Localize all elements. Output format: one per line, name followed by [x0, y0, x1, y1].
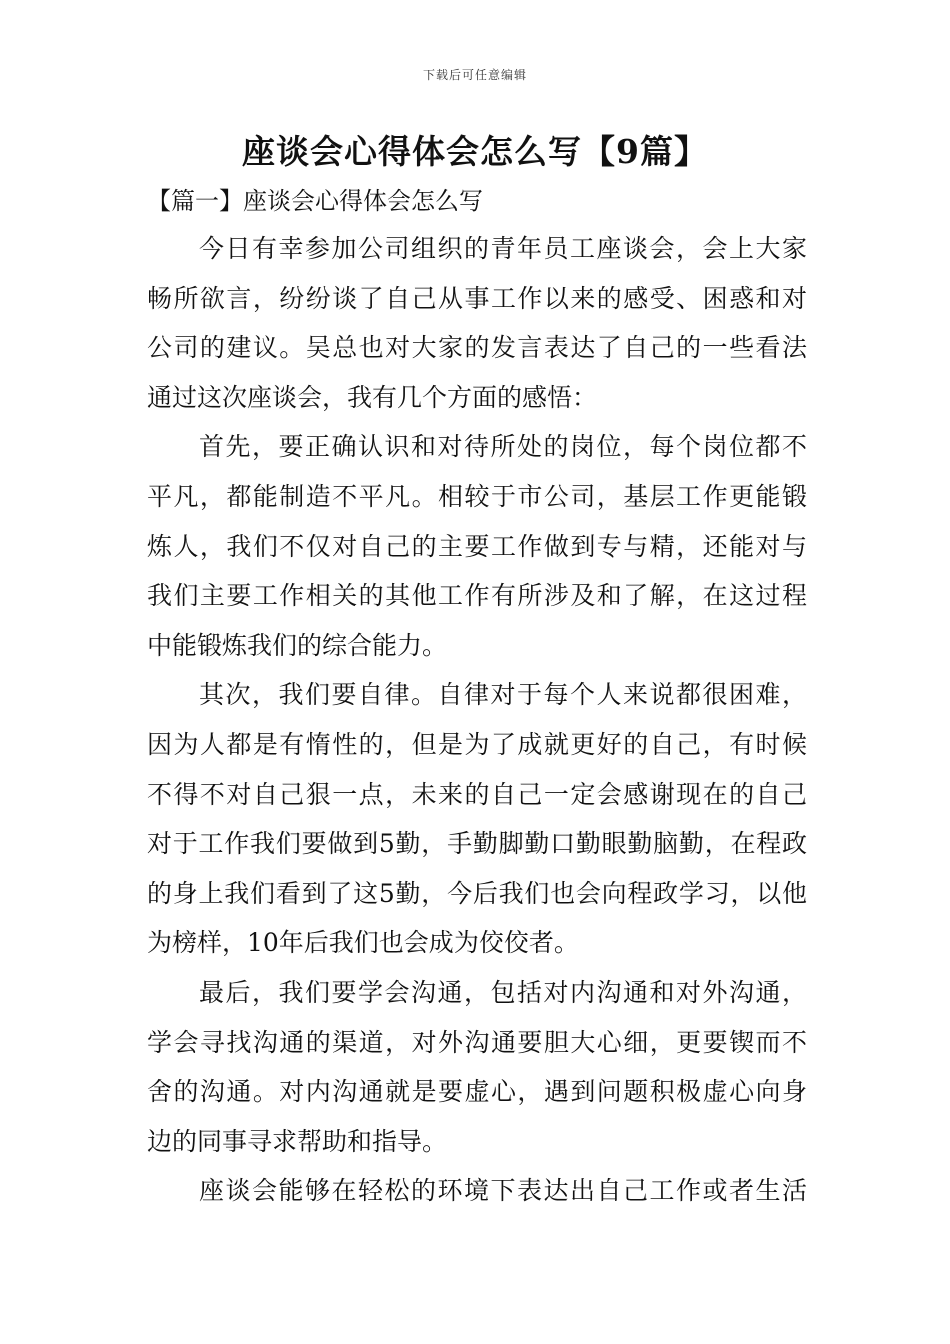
section-heading: 【篇一】座谈会心得体会怎么写 [147, 187, 483, 215]
paragraph-line: 畅所欲言，纷纷谈了自己从事工作以来的感受、困惑和对 [147, 283, 807, 313]
paragraph-line: 舍的沟通。对内沟通就是要虚心，遇到问题积极虚心向身 [147, 1077, 807, 1107]
paragraph-line: 炼人，我们不仅对自己的主要工作做到专与精，还能对与 [147, 531, 807, 561]
paragraph-line: 今日有幸参加公司组织的青年员工座谈会，会上大家 [199, 234, 807, 263]
document-body [147, 224, 807, 1216]
paragraph-line: 座谈会能够在轻松的环境下表达出自己工作或者生活 [199, 1176, 807, 1206]
paragraph-line: 首先，要正确认识和对待所处的岗位，每个岗位都不 [199, 432, 807, 462]
paragraph-line: 通过这次座谈会，我有几个方面的感悟： [147, 382, 598, 412]
paragraph-line: 不得不对自己狠一点，未来的自己一定会感谢现在的自己 [147, 779, 807, 809]
paragraph-line: 其次，我们要自律。自律对于每个人来说都很困难， [199, 680, 807, 710]
paragraph-line: 的身上我们看到了这5勤，今后我们也会向程政学习，以他 [147, 878, 807, 908]
paragraph-line: 中能锻炼我们的综合能力。 [147, 630, 448, 660]
paragraph-line: 公司的建议。吴总也对大家的发言表达了自己的一些看法 [147, 333, 807, 363]
paragraph-line: 为榜样，10年后我们也会成为佼佼者。 [147, 928, 579, 958]
document-title: 座谈会心得体会怎么写【9篇】 [242, 132, 708, 171]
paragraph-line: 边的同事寻求帮助和指导。 [147, 1126, 448, 1156]
paragraph-line: 对于工作我们要做到5勤，手勤脚勤口勤眼勤脑勤，在程政 [147, 829, 807, 859]
header-note: 下载后可任意编辑 [422, 68, 527, 82]
paragraph-line: 平凡，都能制造不平凡。相较于市公司，基层工作更能锻 [147, 481, 807, 511]
paragraph-line: 学会寻找沟通的渠道，对外沟通要胆大心细，更要锲而不 [147, 1027, 807, 1057]
paragraph-line: 因为人都是有惰性的，但是为了成就更好的自己，有时候 [147, 729, 807, 759]
paragraph-line: 我们主要工作相关的其他工作有所涉及和了解，在这过程 [147, 581, 807, 611]
paragraph-line: 最后，我们要学会沟通，包括对内沟通和对外沟通， [199, 977, 807, 1007]
